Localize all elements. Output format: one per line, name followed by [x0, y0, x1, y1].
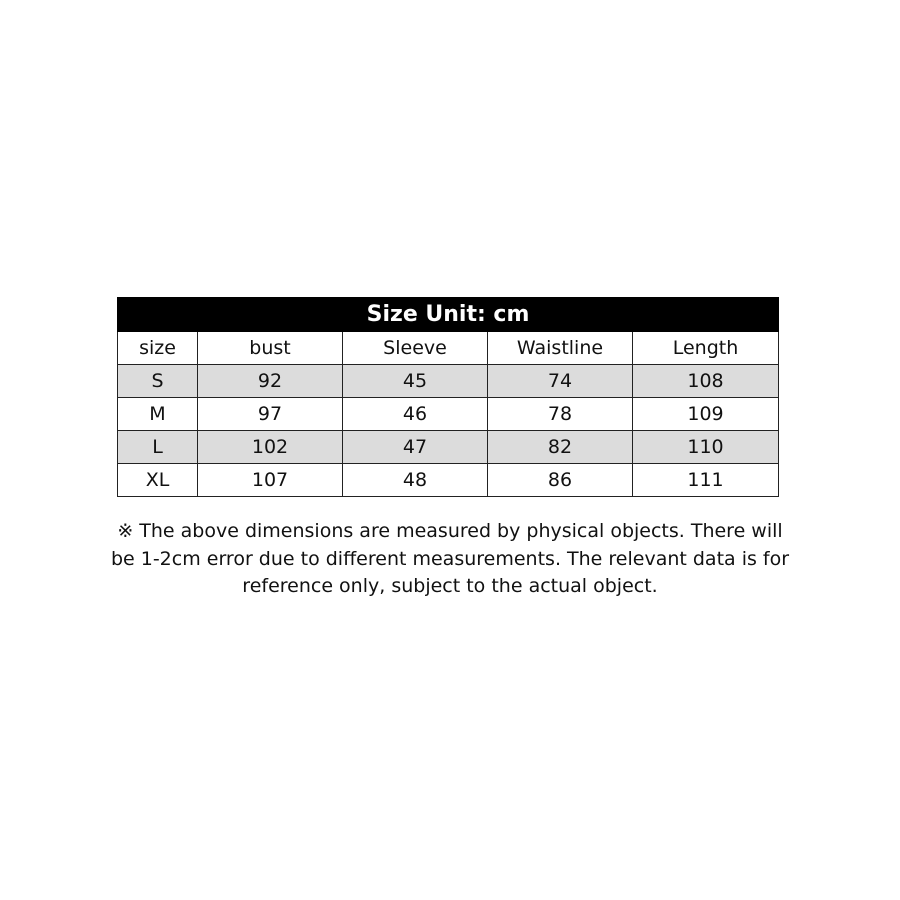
cell-bust: 92: [198, 365, 343, 398]
header-waistline: Waistline: [488, 332, 633, 365]
header-bust: bust: [198, 332, 343, 365]
table-title-row: [118, 298, 779, 332]
cell-size: XL: [118, 464, 198, 497]
cell-sleeve: 48: [343, 464, 488, 497]
table-row: [118, 398, 779, 431]
cell-sleeve: 46: [343, 398, 488, 431]
cell-bust: 102: [198, 431, 343, 464]
cell-length: 108: [633, 365, 779, 398]
cell-length: 110: [633, 431, 779, 464]
cell-size: L: [118, 431, 198, 464]
note-line: be 1-2cm error due to different measurements. The relevant data is for: [110, 547, 790, 570]
cell-length: 109: [633, 398, 779, 431]
cell-size: M: [118, 398, 198, 431]
table-row: [118, 431, 779, 464]
size-chart-table: [117, 297, 779, 497]
header-size: size: [118, 332, 198, 365]
table-header-row: [118, 332, 779, 365]
cell-sleeve: 47: [343, 431, 488, 464]
table-title: Size Unit: cm: [118, 298, 779, 332]
note-line: ※ The above dimensions are measured by physical objects. There will: [117, 520, 783, 542]
cell-length: 111: [633, 464, 779, 497]
note-line: reference only, subject to the actual object.: [242, 575, 658, 597]
header-length: Length: [633, 332, 779, 365]
table-row: [118, 464, 779, 497]
cell-waistline: 82: [488, 431, 633, 464]
cell-size: S: [118, 365, 198, 398]
cell-waistline: 86: [488, 464, 633, 497]
cell-waistline: 78: [488, 398, 633, 431]
table-row: [118, 365, 779, 398]
cell-sleeve: 45: [343, 365, 488, 398]
header-sleeve: Sleeve: [343, 332, 488, 365]
measurement-note: [110, 518, 790, 601]
cell-waistline: 74: [488, 365, 633, 398]
cell-bust: 107: [198, 464, 343, 497]
cell-bust: 97: [198, 398, 343, 431]
